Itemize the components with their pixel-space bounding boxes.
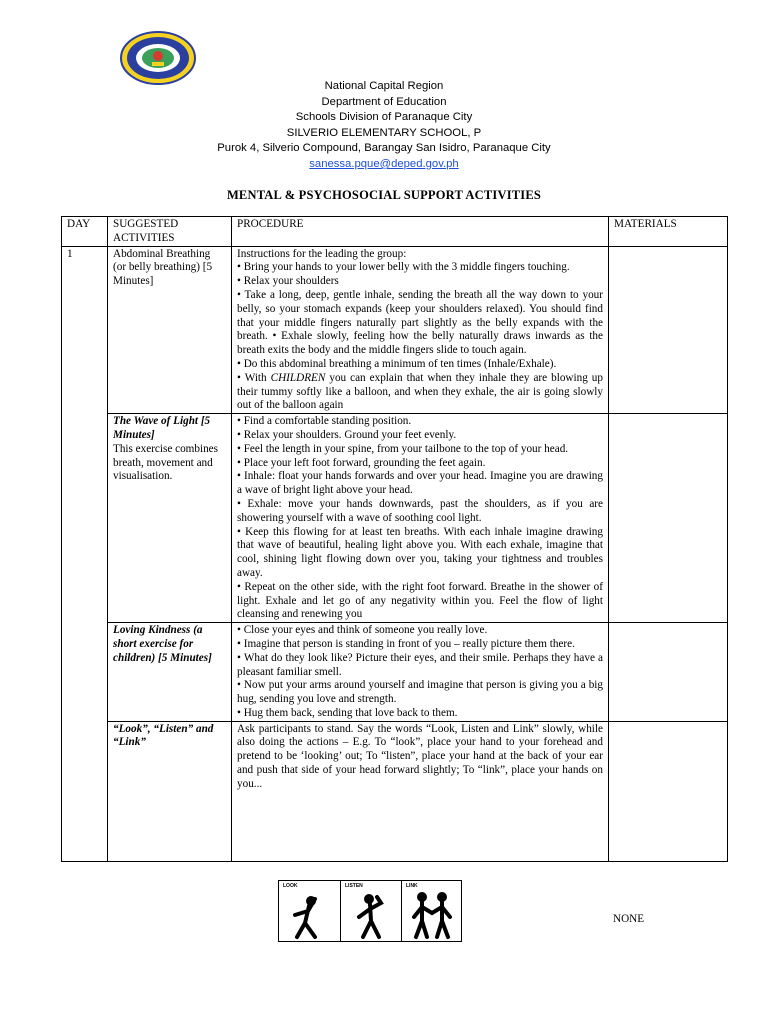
look-label: LOOK xyxy=(283,883,298,889)
procedure-line: • What do they look like? Picture their eyes, and their smile. Perhaps they have a pleasant familiar smell. xyxy=(237,651,603,678)
table-row xyxy=(62,414,728,623)
procedure-line: • Place your left foot forward, grounding the feet again. xyxy=(237,456,486,469)
procedure-line: • Do this abdominal breathing a minimum of ten times (Inhale/Exhale). xyxy=(237,357,557,370)
email-link[interactable]: sanessa.pque@deped.gov.ph xyxy=(309,157,459,170)
activity-cell xyxy=(108,623,232,722)
listen-pose-icon xyxy=(341,881,401,941)
look-listen-link-figure xyxy=(278,880,462,942)
procedure-cell xyxy=(232,246,609,414)
listen-label: LISTEN xyxy=(345,883,363,889)
procedure-line: • Close your eyes and think of someone you really love. xyxy=(237,624,488,637)
procedure-line: • Feel the length in your spine, from your tailbone to the top of your head. xyxy=(237,442,569,455)
activity-description: This exercise combines breath, movement and visualisation. xyxy=(113,442,219,483)
region-line: National Capital Region xyxy=(324,80,444,92)
procedure-line: • Exhale: move your hands downwards, past the shoulders, as if you are showering yourself with a wave of soothing cool light. xyxy=(237,497,603,524)
link-label: LINK xyxy=(406,883,418,889)
letterhead xyxy=(0,79,768,173)
procedure-cell xyxy=(232,414,609,623)
procedure-line-children: • With CHILDREN you can explain that when they inhale they are blowing up their tummy softly like a balloon, and when they exhale, the air is going slowly out of the balloon again xyxy=(237,371,603,412)
listen-figure xyxy=(340,881,401,941)
header-suggested-activities: SUGGESTED ACTIVITIES xyxy=(108,217,232,247)
table-row xyxy=(62,246,728,414)
header-materials: MATERIALS xyxy=(609,217,728,247)
procedure-line: • Hug them back, sending that love back to them. xyxy=(237,706,458,719)
materials-cell xyxy=(609,623,728,722)
procedure-line: • Repeat on the other side, with the right foot forward. Breathe in the shower of light. Exhale and let go of any negativity within you. Feel the flow of light cleansing and renewing you xyxy=(237,580,603,621)
procedure-line: • Keep this flowing for at least ten breaths. With each inhale imagine drawing that wave of beautiful, healing light above you. With each exhale, imagine that cool, shining light flowing down over you, taking your tightness and troubles away. xyxy=(237,525,603,579)
table-row xyxy=(62,623,728,722)
header-day: DAY xyxy=(62,217,108,247)
procedure-line: • Imagine that person is standing in front of you – really picture them there. xyxy=(237,637,575,650)
link-figure xyxy=(401,881,462,941)
division-line: Schools Division of Paranaque City xyxy=(295,111,473,124)
school-name-line: SILVERIO ELEMENTARY SCHOOL, P xyxy=(286,126,482,139)
materials-cell xyxy=(609,246,728,414)
document-title: MENTAL & PSYCHOSOCIAL SUPPORT ACTIVITIES xyxy=(226,188,542,202)
activity-cell xyxy=(108,414,232,623)
activity-cell xyxy=(108,721,232,861)
activities-table xyxy=(61,216,728,862)
procedure-line: • Take a long, deep, gentle inhale, sending the breath all the way down to your belly, so your stomach expands (keep your shoulders relaxed). You should find that your middle fingers naturally part slightly as the belly expands with the breath. • Exhale slowly, feeling how the belly naturally draws inwards as the breath exits the body and the middle fingers slide to touch again. xyxy=(237,288,603,357)
activity-title: Loving Kindness (a short exercise for children) [5 Minutes] xyxy=(113,624,212,664)
procedure-line: Instructions for the leading the group: xyxy=(237,247,407,260)
table-row xyxy=(62,721,728,861)
procedure-line: • Relax your shoulders. Ground your feet evenly. xyxy=(237,428,457,441)
procedure-cell xyxy=(232,721,609,861)
link-pose-icon xyxy=(402,881,462,941)
activity-title: The Wave of Light [5 Minutes] xyxy=(113,415,211,441)
procedure-line: • Bring your hands to your lower belly with the 3 middle fingers touching. xyxy=(237,261,570,274)
procedure-cell xyxy=(232,623,609,722)
procedure-line: • Now put your arms around yourself and imagine that person is giving you a big hug, sending you love and strength. xyxy=(237,679,603,706)
table-header-row xyxy=(62,217,728,247)
activity-cell: Abdominal Breathing (or belly breathing) [5 Minutes] xyxy=(108,246,232,414)
look-pose-icon xyxy=(279,881,339,941)
materials-cell xyxy=(609,721,728,861)
procedure-line: Ask participants to stand. Say the words “Look, Listen and Link” slowly, while also doing the actions – E.g. To “look”, place your hand to your forehead and pretend to be ‘looking’ out; To “listen”, place your hand at the back of your ear and push that side of your head forward slightly; To “link”, place your hands on you... xyxy=(237,722,603,790)
department-line: Department of Education xyxy=(321,95,447,108)
activity-title: “Look”, “Listen” and “Link” xyxy=(113,722,214,749)
materials-none: NONE xyxy=(613,913,645,925)
address-line: Purok 4, Silverio Compound, Barangay San Isidro, Paranaque City xyxy=(217,142,551,155)
materials-cell xyxy=(609,414,728,623)
procedure-line: • Find a comfortable standing position. xyxy=(237,415,412,428)
procedure-line: • Inhale: float your hands forwards and over your head. Imagine you are drawing a wave of bright light above your head. xyxy=(237,470,603,497)
day-cell: 1 xyxy=(62,246,108,861)
school-seal-logo xyxy=(119,30,197,86)
look-figure xyxy=(279,881,339,941)
procedure-line: • Relax your shoulders xyxy=(237,275,339,288)
header-procedure: PROCEDURE xyxy=(232,217,609,247)
